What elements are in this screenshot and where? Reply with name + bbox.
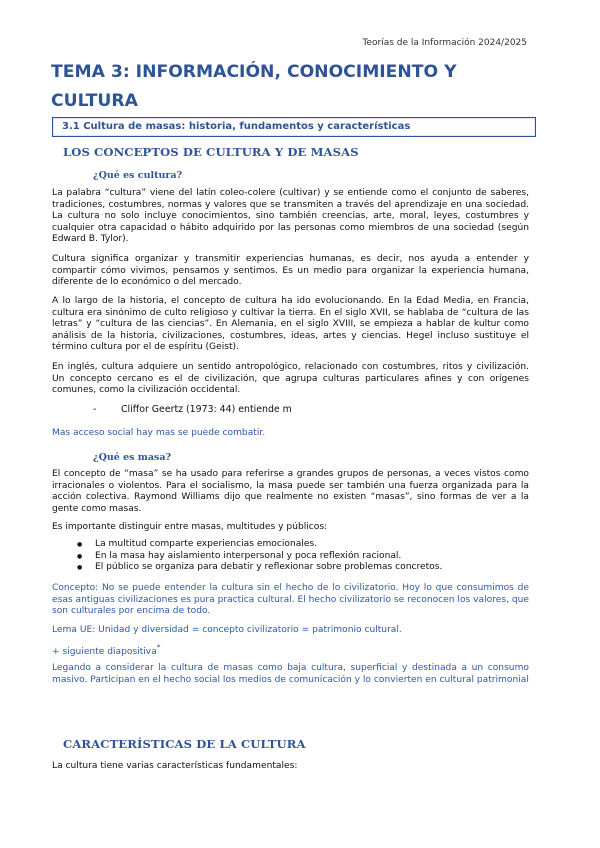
- paragraph-culture-meaning: Cultura significa organizar y transmitir experiencias humanas, es decir, nos ayuda a entender y compartir cómo vivimos, pensamos y sentimos. Es un medio para organizar la experiencia humana, diferente de lo económico o del mercado.: [52, 254, 529, 288]
- title-line-2: CULTURA: [51, 91, 138, 111]
- list-item: ● En la masa hay aislamiento interpersonal y poca reflexión racional.: [77, 551, 442, 563]
- section-heading-box: [52, 117, 536, 137]
- list-item: ● El público se organiza para debatir y reflexionar sobre problemas concretos.: [77, 562, 442, 574]
- paragraph-characteristics-intro: La cultura tiene varias características fundamentales:: [52, 761, 298, 771]
- dash-marker: -: [93, 404, 97, 415]
- paragraph-culture-history: A lo largo de la historia, el concepto de cultura ha ido evolucionando. En la Edad Media, en Francia, cultura era sinónimo de culto religioso y cultivar la tierra. En el siglo XVII, se hablaba de “cultura de las letras” y “cultura de las ciencias”. En Alemania, en el siglo XVIII, se empieza a hablar de kultur como análisis de la historia, civilizaciones, costumbres, ideas, artes y ciencias. Hegel incluso sustituye el término cultura por el de espíritu (Geist).: [52, 296, 529, 353]
- note-next-slide: [52, 642, 529, 659]
- paragraph-mass-distinction: Es importante distinguir entre masas, multitudes y públicos:: [52, 522, 328, 532]
- title-line-1: TEMA 3: INFORMACIÓN, CONOCIMIENTO Y: [51, 62, 457, 82]
- section-label: 3.1 Cultura de masas: historia, fundamentos y características: [62, 121, 411, 132]
- note-mass-culture: Legando a considerar la cultura de masas como baja cultura, superficial y destinada a un consumo masivo. Participan en el hecho social los medios de comunicación y lo convierten en cultural patrimonial: [52, 663, 529, 685]
- characteristics-heading: CARACTERÍSTICAS DE LA CULTURA: [63, 737, 306, 751]
- page-title: [51, 58, 521, 116]
- note-next-slide-mark: *: [156, 643, 161, 652]
- note-social-access: Mas acceso social hay mas se puede combatir.: [52, 428, 266, 438]
- paragraph-culture-english: En inglés, cultura adquiere un sentido antropológico, relacionado con costumbres, ritos y civilización. Un concepto cercano es el de civilización, que agrupa culturas particulares afines y con orígenes comunes, como la civilización occidental.: [52, 362, 529, 396]
- question-mass: ¿Qué es masa?: [93, 452, 172, 463]
- note-next-slide-text: + siguiente diapositiva: [52, 647, 157, 658]
- course-header: Teorías de la Información 2024/2025: [362, 38, 527, 48]
- question-culture: ¿Qué es cultura?: [93, 170, 183, 181]
- dash-list-item: [93, 404, 292, 415]
- paragraph-culture-definition: La palabra “cultura” viene del latín coleo-colere (cultivar) y se entiende como el conjunto de saberes, tradiciones, costumbres, normas y valores que se transmiten a través del aprendizaje en una sociedad. La cultura no solo incluye conocimientos, sino también creencias, arte, moral, leyes, costumbres y cualquier otra capacidad o hábito adquirido por las personas como miembros de una sociedad (según Edward B. Tylor).: [52, 188, 529, 245]
- mass-bullet-list: [77, 539, 442, 574]
- list-item: ● La multitud comparte experiencias emocionales.: [77, 539, 442, 551]
- dash-item-text: Cliffor Geertz (1973: 44) entiende m: [121, 404, 292, 415]
- concepts-heading: LOS CONCEPTOS DE CULTURA Y DE MASAS: [63, 145, 359, 159]
- paragraph-mass-definition: El concepto de “masa” se ha usado para referirse a grandes grupos de personas, a veces vistos como irracionales o violentos. Para el socialismo, la masa puede ser también una fuerza organizada para la acción colectiva. Raymond Williams dijo que realmente no existen “masas”, sino formas de ver a la gente como masas.: [52, 469, 529, 514]
- note-concept: Concepto: No se puede entender la cultura sin el hecho de lo civilizatorio. Hoy lo que consumimos de esas antiguas civilizaciones es pura practica cultural. El hecho civilizatorio se reconocen los valores, que son culturales por encima de todo.: [52, 583, 529, 617]
- note-eu-motto: Lema UE: Unidad y diversidad = concepto civilizatorio = patrimonio cultural.: [52, 625, 402, 635]
